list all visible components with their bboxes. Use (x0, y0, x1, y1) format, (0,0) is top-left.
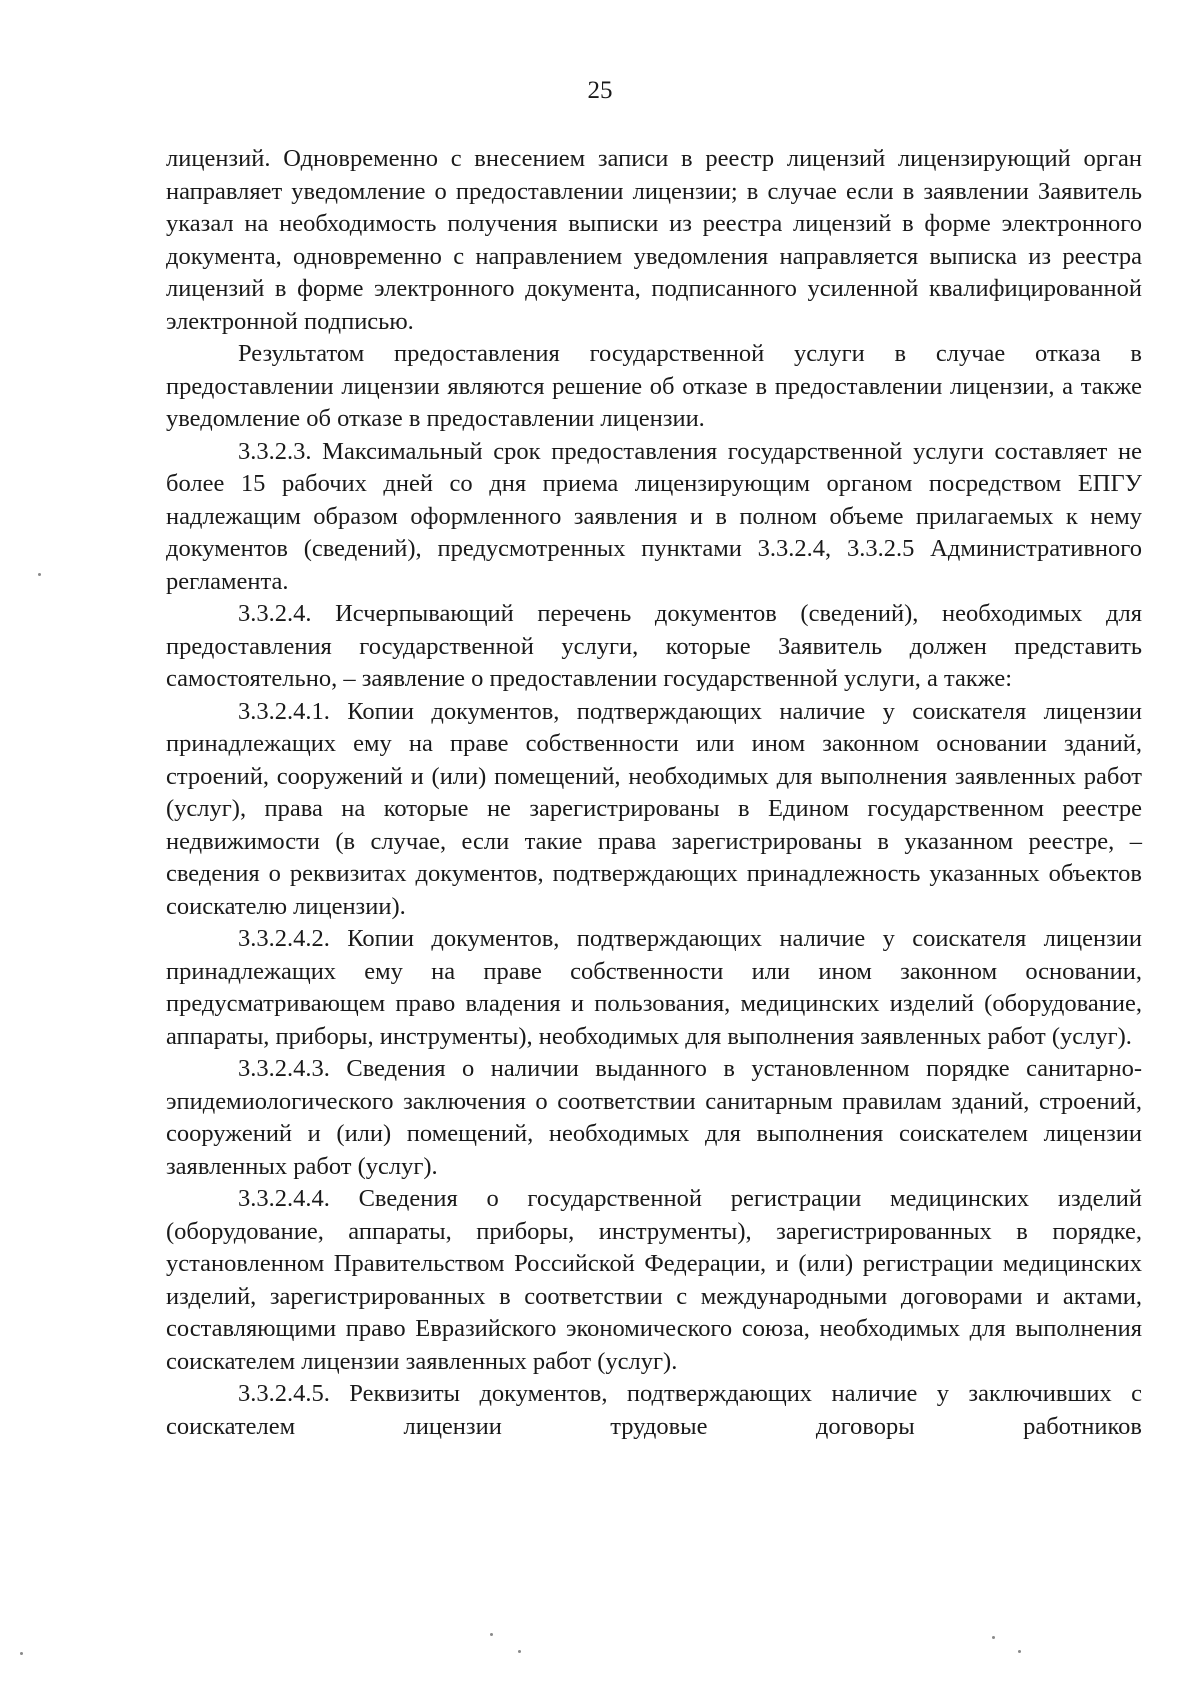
scan-speck (490, 1633, 493, 1636)
scan-speck (20, 1652, 23, 1655)
scan-speck (518, 1650, 521, 1653)
page-number: 25 (587, 77, 613, 104)
paragraph-3-3-2-4-4: 3.3.2.4.4. Сведения о государственной регистрации медицинских изделий (оборудование, аппараты, приборы, инструменты), зарегистрированных в порядке, установленном Правительством Российской Федерации, и (или) регистрации медицинских изделий, зарегистрированных в соответствии с международными договорами и актами, составляющими право Евразийского экономического союза, необходимых для выполнения соискателем лицензии заявленных работ (услуг). (166, 1185, 1142, 1375)
paragraph-3-3-2-4-3: 3.3.2.4.3. Сведения о наличии выданного в установленном порядке санитарно-эпидемиологического заключения о соответствии санитарным правилам зданий, строений, сооружений и (или) помещений, необходимых для выполнения соискателем лицензии заявленных работ (услуг). (166, 1055, 1142, 1180)
scan-speck (992, 1636, 995, 1639)
paragraph-continuation: лицензий. Одновременно с внесением записи в реестр лицензий лицензирующий орган направляет уведомление о предоставлении лицензии; в случае если в заявлении Заявитель указал на необходимость получения выписки из реестра лицензий в форме электронного документа, одновременно с направлением уведомления направляется выписка из реестра лицензий в форме электронного документа, подписанного усиленной квалифицированной электронной подписью. (166, 145, 1142, 335)
paragraph-3-3-2-3: 3.3.2.3. Максимальный срок предоставления государственной услуги составляет не более 15 рабочих дней со дня приема лицензирующим органом посредством ЕПГУ надлежащим образом оформленного заявления и в полном объеме прилагаемых к нему документов (сведений), предусмотренных пунктами 3.3.2.4, 3.3.2.5 Административного регламента. (166, 437, 1142, 595)
scan-speck (1018, 1650, 1021, 1653)
paragraph-3-3-2-4-2: 3.3.2.4.2. Копии документов, подтверждающих наличие у соискателя лицензии принадлежащих ему на праве собственности или ином законном основании, предусматривающем право владения и пользования, медицинских изделий (оборудование, аппараты, приборы, инструменты), необходимых для выполнения заявленных работ (услуг). (166, 925, 1142, 1050)
scan-speck (38, 573, 41, 576)
paragraph-refusal-result: Результатом предоставления государственной услуги в случае отказа в предоставлении лицензии являются решение об отказе в предоставлении лицензии, а также уведомление об отказе в предоставлении лицензии. (166, 340, 1142, 432)
paragraph-3-3-2-4-5: 3.3.2.4.5. Реквизиты документов, подтверждающих наличие у заключивших с соискателем лицензии трудовые договоры работников (166, 1380, 1142, 1440)
document-body (166, 143, 1142, 1443)
paragraph-3-3-2-4-1: 3.3.2.4.1. Копии документов, подтверждающих наличие у соискателя лицензии принадлежащих ему на праве собственности или ином законном основании зданий, строений, сооружений и (или) помещений, необходимых для выполнения заявленных работ (услуг), права на которые не зарегистрированы в Едином государственном реестре недвижимости (в случае, если такие права зарегистрированы в указанном реестре, – сведения о реквизитах документов, подтверждающих принадлежность указанных объектов соискателю лицензии). (166, 697, 1142, 920)
paragraph-3-3-2-4: 3.3.2.4. Исчерпывающий перечень документов (сведений), необходимых для предоставления государственной услуги, которые Заявитель должен представить самостоятельно, – заявление о предоставлении государственной услуги, а также: (166, 600, 1142, 692)
